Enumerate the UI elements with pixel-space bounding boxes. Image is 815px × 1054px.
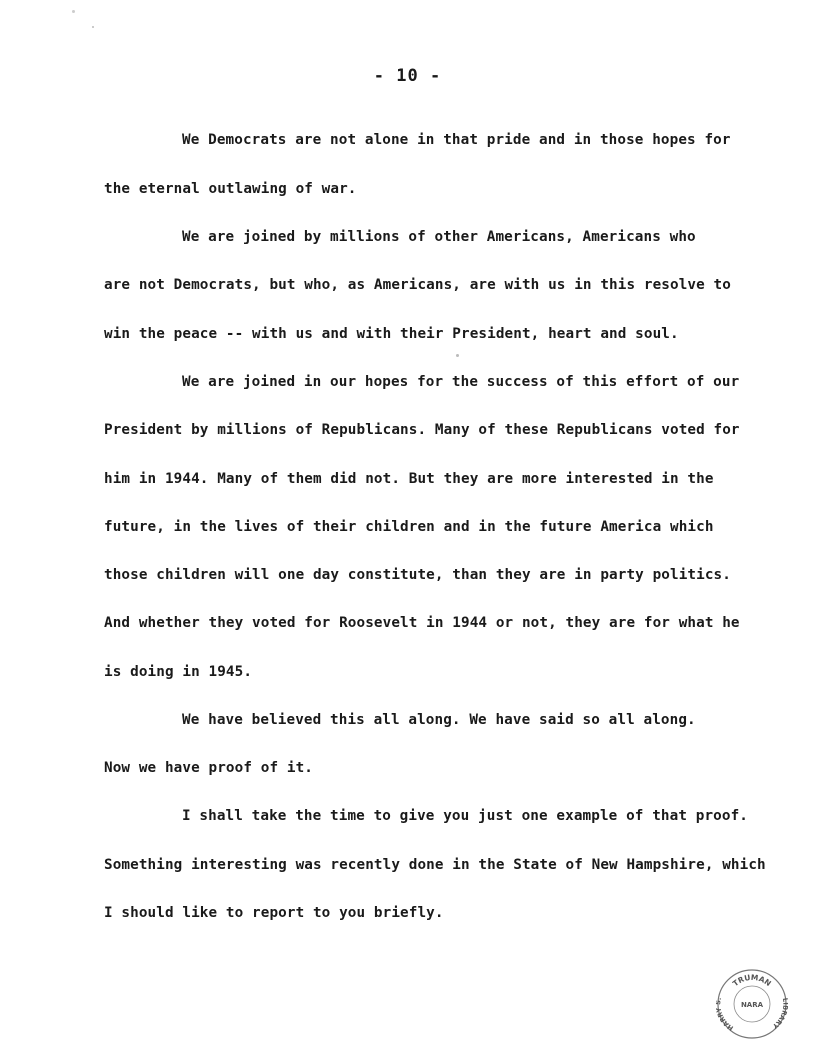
text-line: those children will one day constitute, than they are in party politics. (104, 567, 731, 583)
text-line: We are joined by millions of other Americans, Americans who (182, 229, 696, 245)
text-line: are not Democrats, but who, as Americans, are with us in this resolve to (104, 277, 731, 293)
stamp-center-text: NARA (740, 1001, 764, 1009)
text-line: Something interesting was recently done in the State of New Hampshire, which (104, 857, 766, 873)
text-line: is doing in 1945. (104, 664, 253, 680)
text-line: I shall take the time to give you just one example of that proof. (182, 808, 748, 824)
paper-speck (92, 26, 94, 28)
paper-speck (72, 10, 75, 13)
text-line: the eternal outlawing of war. (104, 181, 357, 197)
text-line: We Democrats are not alone in that pride and in those hopes for (182, 132, 731, 148)
stamp-seal-icon (716, 968, 788, 1040)
text-line: And whether they voted for Roosevelt in 1944 or not, they are for what he (104, 615, 740, 631)
text-line: future, in the lives of their children and in the future America which (104, 519, 714, 535)
page-number: - 10 - (373, 66, 442, 86)
text-line: President by millions of Republicans. Many of these Republicans voted for (104, 422, 740, 438)
text-line: win the peace -- with us and with their President, heart and soul. (104, 326, 679, 342)
text-line: him in 1944. Many of them did not. But they are more interested in the (104, 471, 714, 487)
text-line: We are joined in our hopes for the success of this effort of our (182, 374, 740, 390)
paper-speck (456, 354, 459, 357)
stamp-left-text: HARR (716, 1011, 735, 1033)
text-line: Now we have proof of it. (104, 760, 313, 776)
text-line: We have believed this all along. We have said so all along. (182, 712, 696, 728)
library-stamp (716, 968, 788, 1040)
text-line: I should like to report to you briefly. (104, 905, 444, 921)
svg-text:HARRY S. (716, 997, 735, 1033)
stamp-top-text: TRUMAN (731, 972, 773, 989)
stamp-bottom-text: RARY (770, 1009, 788, 1031)
